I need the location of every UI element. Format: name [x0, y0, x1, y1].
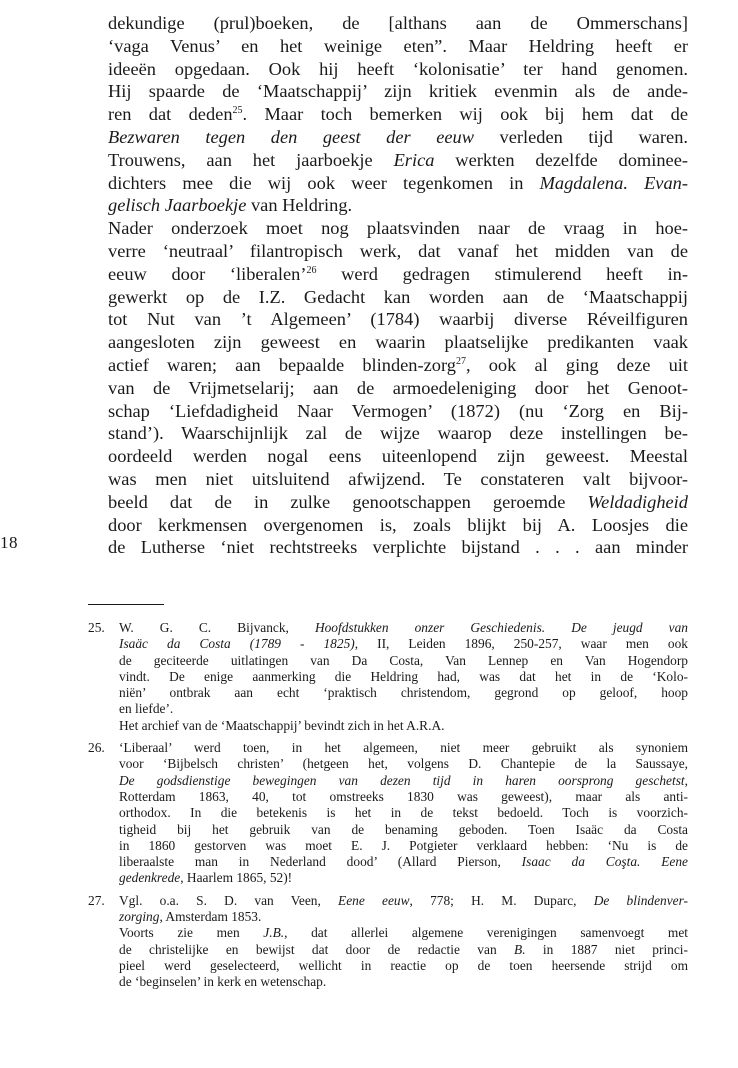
footnote-line: zorging, Amsterdam 1853. [119, 909, 262, 925]
footnote-line: Het archief van de ‘Maatschappij’ bevindt zich in het A.R.A. [119, 717, 445, 733]
footnote-line: ‘Liberaal’ werd toen, in het algemeen, niet meer gebruikt als synoniem [119, 740, 688, 756]
footnote-line: orthodox. In die betekenis is het in de tekst bedoeld. Toch is voorzich- [119, 805, 688, 821]
body-line: aangesloten zijn geweest en waarin plaatselijke predikanten vaak [108, 332, 688, 353]
body-line: beeld dat de in zulke genootschappen geroemde Weldadigheid [108, 491, 688, 512]
footnote-number: 25. [88, 620, 105, 635]
body-line: Trouwens, aan het jaarboekje Erica werkten dezelfde dominee- [108, 149, 688, 170]
body-line: ideeën opgedaan. Ook hij heeft ‘kolonisatie’ ter hand genomen. [108, 58, 688, 79]
body-line: Nader onderzoek moet nog plaatsvinden naar de vraag in hoe- [108, 218, 688, 239]
footnote-line: liberaalste man in Nederland dood’ (Allard Pierson, Isaac da Coşta. Eene [119, 854, 688, 870]
body-line: eeuw door ‘liberalen’$^{26}$ werd gedragen stimulerend heeft in- [108, 263, 688, 284]
footnote-line: De godsdienstige bewegingen van dezen tijd in haren oorsprong geschetst, [119, 772, 688, 788]
body-line: schap ‘Liefdadigheid Naar Vermogen’ (1872) (nu ‘Zorg en Bij- [108, 400, 688, 421]
footnote-line: tigheid bij het gebruik van de benaming geboden. Toen Isaäc da Costa [119, 821, 688, 837]
footnote-line: Vgl. o.a. S. D. van Veen, Eene eeuw, 778; H. M. Duparc, De blindenver- [119, 892, 689, 908]
footnote-line: voor ‘Bijbelsch christen’ (hetgeen het, volgens D. Chantepie de la Saussaye, [119, 756, 688, 772]
footnote-line: Voorts zie men J.B., dat allerlei algemene verenigingen samenvoegt met [119, 925, 688, 941]
page-number: 18 [0, 533, 18, 552]
body-line: verre ‘neutraal’ filantropisch werk, dat vanaf het midden van de [108, 240, 688, 261]
footnote-number: 26. [88, 740, 105, 756]
body-line: tot Nut van ’t Algemeen’ (1784) waarbij diverse Réveilfiguren [108, 309, 688, 330]
footnote-number: 27. [88, 892, 105, 908]
footnote-line: Isaäc da Costa (1789 - 1825), II, Leiden 1896, 250-257, waar men ook [119, 636, 688, 652]
footnote-line: Rotterdam 1863, 40, tot omstreeks 1830 was geweest), maar als anti- [119, 788, 688, 804]
footnotes [88, 620, 688, 997]
footnote-ref-27: 27 [455, 355, 466, 367]
body-line: dekundige (prul)boeken, de [althans aan de Ommerschans] [108, 13, 688, 33]
body-line: stand’). Waarschijnlijk zal de wijze waarop deze instellingen be- [108, 423, 688, 444]
footnote-line: W. G. C. Bijvanck, Hoofdstukken onzer Geschiedenis. De jeugd van [119, 620, 688, 635]
footnote-rule [88, 604, 164, 605]
body-line: ren dat deden$^{25}$. Maar toch bemerken wij ook bij hem dat de [108, 104, 688, 125]
footnote-26 [88, 740, 688, 887]
footnote-line: niën’ ontbrak aan echt ‘praktisch christendom, gegrond op geloof, hoop [119, 685, 688, 701]
body-line: dichters mee die wij ook weer tegenkomen in Magdalena. Evan- [108, 172, 688, 193]
body-line: van de Vrijmetselarij; aan de armoedeleniging door het Genoot- [108, 377, 688, 398]
body-line: was men niet uitsluitend afwijzend. Te constateren valt bijvoor- [108, 468, 688, 489]
footnote-ref-26: 26 [306, 264, 317, 276]
footnote-ref-25: 25 [232, 105, 243, 117]
body-line: actief waren; aan bepaalde blinden-zorg$^{27}$, ook al ging deze uit [108, 354, 688, 375]
footnote-line: de christelijke en bewijst dat door de redactie van B. in 1887 niet princi- [119, 941, 688, 957]
body-line: Bezwaren tegen den geest der eeuw verleden tijd waren. [108, 126, 688, 147]
footnote-27 [88, 893, 688, 991]
body-text [108, 12, 688, 559]
body-line: de Lutherse ‘niet rechtstreeks verplichte bijstand . . . aan minder [108, 537, 688, 558]
footnote-line: de geciteerde uitlatingen van Da Costa, Van Lennep en Van Hogendorp [119, 652, 688, 668]
body-line: gelisch Jaarboekje van Heldring. [108, 195, 353, 216]
body-line: gewerkt op de I.Z. Gedacht kan worden aan de ‘Maatschappij [108, 286, 688, 307]
footnote-line: vindt. De enige aanmerking die Heldring had, was dat het in de ‘Kolo- [119, 668, 688, 684]
footnote-line: gedenkrede, Haarlem 1865, 52)! [119, 870, 293, 886]
footnote-line: pieel werd geselecteerd, wellicht in reactie op de toen heersende strijd om [119, 957, 688, 973]
footnote-line: in 1860 gestorven was moet E. J. Potgieter verklaard hebben: ‘Nu is de [119, 837, 688, 853]
footnote-line: de ‘beginselen’ in kerk en wetenschap. [119, 974, 327, 990]
body-line: door kerkmensen overgenomen is, zoals blijkt bij A. Loosjes die [108, 514, 688, 535]
body-line: Hij spaarde de ‘Maatschappij’ zijn kritiek evenmin als de ande- [108, 81, 688, 102]
body-line: ‘vaga Venus’ en het weinige eten”. Maar Heldring heeft er [108, 35, 688, 56]
footnote-line: en liefde’. [119, 701, 174, 717]
body-line: oordeeld werden nogal eens uiteenlopend zijn geweest. Meestal [108, 446, 688, 467]
footnote-25 [88, 620, 688, 734]
